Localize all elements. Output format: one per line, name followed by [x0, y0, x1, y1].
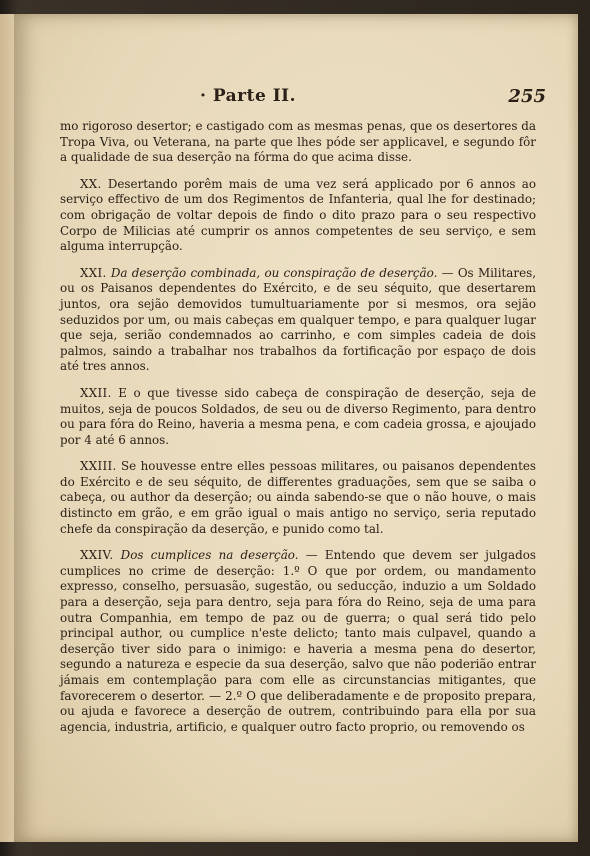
paragraph-xxi	[60, 266, 536, 375]
paragraph-text: Desertando porêm mais de uma vez será applicado por 6 annos ao serviço effectivo de um dos Regimentos de Infanteria, qual lhe for destinado; com obrigação de voltar depois de findo o dito prazo para o seu respectivo Corpo de Milicias até cumprir os annos competentes de seu serviço, e sem alguma interrupção.	[60, 176, 537, 254]
paragraph-text: Os Militares, ou os Paisanos dependentes do Exército, e de seu séquito, que desertarem juntos, ora sejão demovidos tumultuariamente por si mesmos, ora sejão seduzidos por um, ou mais cabeças em qualquer tempo, e para qualquer lugar que seja, serião condemnados ao carrinho, e com simples cadeia de dois palmos, saindo a trabalhar nos trabalhos da fortificação por espaço de dois até tres annos.	[60, 265, 536, 374]
article-numeral: XXI.	[80, 265, 107, 280]
paragraph-text: Entendo que devem ser julgados cumplices no crime de deserção: 1.º O que por ordem, ou mandamento expresso, conselho, persuasão, sugestão, ou seducção, induzio a um Soldado para a deserção, seja para dentro, seja para fóra do Reino, seja de uma para outra Companhia, em tempo de paz ou de guerra; o qual será tido pelo principal author, ou cumplice n'este delicto; tanto mais culpavel, quando a deserção tiver sido para o inimigo: e haveria a mesma pena do desertor, segundo a natureza e especie da sua deserção, salvo que não poderião entrar jámais em contemplação para com elle as circunstancias mitigantes, que favorecerem o desertor. — 2.º O que deliberadamente e de proposito prepara, ou ajuda e favorece a deserção de outrem, contribuindo para ella por sua agencia, industria, artificio, e qualquer outro facto proprio, ou removendo os	[60, 548, 537, 734]
article-numeral: XXII.	[80, 385, 112, 400]
paragraph-xx	[60, 177, 536, 255]
paragraph-xxiii	[60, 459, 536, 537]
article-numeral: XXIV.	[80, 548, 114, 563]
paragraph-xxii	[60, 386, 536, 448]
page-header	[60, 86, 560, 116]
paragraph-text: Se houvesse entre elles pessoas militares, ou paisanos dependentes do Exército e de seu séquito, de differentes graduações, sem que se saiba o cabeça, ou author da deserção; ou ainda sabendo-se que o não houve, o mais distincto em grão, e em grão igual o mais antigo no serviço, seria reputado chefe da conspiração da deserção, e punido como tal.	[60, 459, 536, 536]
paragraph-continuation	[60, 119, 536, 166]
page-number: 255	[508, 86, 546, 107]
running-head: · Parte II.	[200, 86, 297, 106]
paragraph-xxiv	[60, 548, 536, 735]
paragraph-text: E o que tivesse sido cabeça de conspiração de deserção, seja de muitos, seja de poucos Soldados, de seu ou de diverso Regimento, para dentro ou para fóra do Reino, haveria a mesma pena, e com cadeia grossa, e ajoujado por 4 até 6 annos.	[60, 385, 537, 447]
article-rubric: Dos cumplices na deserção. —	[120, 548, 318, 563]
article-numeral: XX.	[80, 176, 102, 191]
article-rubric: Da deserção combinada, ou conspiração de deserção. —	[110, 265, 454, 280]
article-numeral: XXIII.	[80, 459, 117, 474]
paragraph-text: mo rigoroso desertor; e castigado com as mesmas penas, que os desertores da Tropa Viva, ou Veterana, na parte que lhes póde ser applicavel, e segundo fôr a qualidade de sua deserção na fórma do que acima disse.	[60, 119, 536, 165]
body-text	[60, 119, 536, 735]
